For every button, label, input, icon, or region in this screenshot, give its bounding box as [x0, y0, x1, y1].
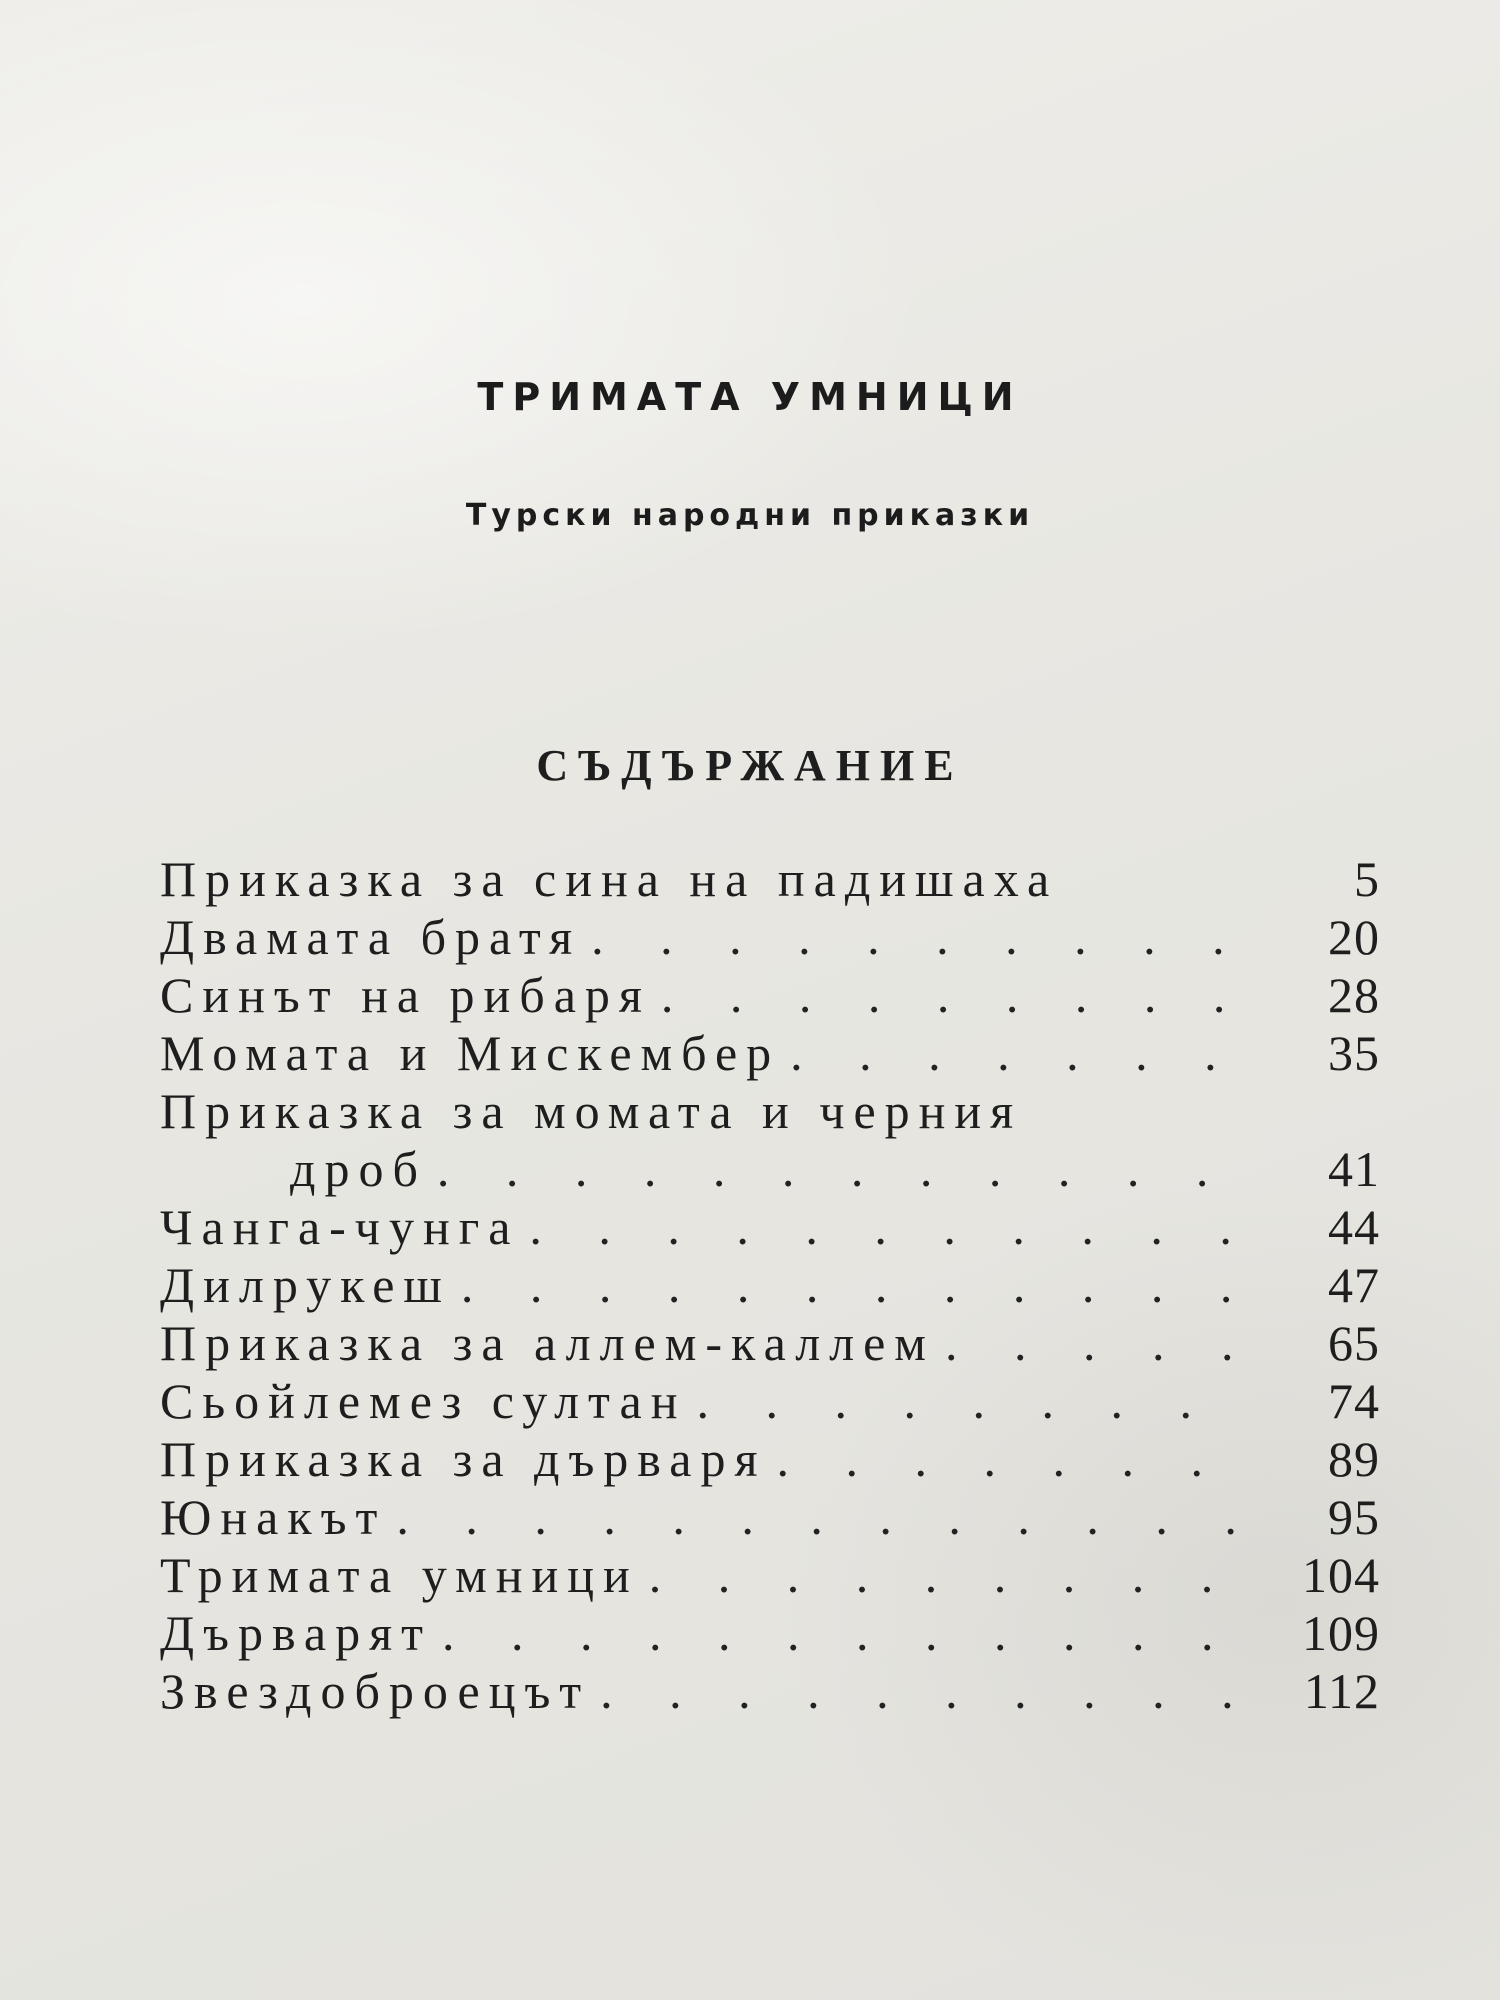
- toc-entry-title: Звездоброецът: [160, 1663, 591, 1719]
- toc-entry: [160, 1314, 1380, 1372]
- toc-entry-page: 20: [1328, 909, 1380, 965]
- toc-entry-leader: [661, 966, 1246, 1024]
- toc-entry: [160, 1430, 1380, 1488]
- toc-entry-page: 35: [1328, 1025, 1380, 1081]
- toc-entry: [160, 1488, 1380, 1546]
- toc-entry-leader: [600, 1662, 1246, 1720]
- toc-entry-title: Чанга-чунга: [160, 1199, 520, 1255]
- toc-entry-page: 47: [1328, 1257, 1380, 1313]
- toc-entry-leader: [649, 1546, 1246, 1604]
- toc-entry-title: Дилрукеш: [160, 1257, 451, 1313]
- toc-entry: [160, 1024, 1380, 1082]
- toc-entry-title: Дърварят: [160, 1605, 432, 1661]
- toc-entry: [160, 1256, 1380, 1314]
- toc-entry-leader: [696, 1372, 1246, 1430]
- toc-entry-leader: [591, 908, 1246, 966]
- toc-entry-title: Приказка за момата и черния: [160, 1083, 1023, 1139]
- toc-entry-title: Приказка за сина на падишаха: [160, 851, 1059, 907]
- toc-entry-page: 28: [1328, 967, 1380, 1023]
- toc-entry-page: 5: [1354, 851, 1380, 907]
- toc-entry-page: 104: [1302, 1547, 1380, 1603]
- toc-entry-title: Приказка за дърваря: [160, 1431, 767, 1487]
- toc-entry-title: Приказка за аллем-каллем: [160, 1315, 935, 1371]
- toc-entry-title: Двамата братя: [160, 909, 582, 965]
- toc-entry: [160, 1372, 1380, 1430]
- toc-entry-leader: [945, 1314, 1246, 1372]
- table-of-contents: [160, 850, 1380, 1720]
- toc-entry-leader: [776, 1430, 1246, 1488]
- toc-entry-title: Момата и Мискембер: [160, 1025, 781, 1081]
- book-title: ТРИМАТА УМНИЦИ: [477, 375, 1023, 419]
- toc-entry-title: Тримата умници: [160, 1547, 639, 1603]
- toc-entry-leader: [396, 1488, 1246, 1546]
- toc-entry-title: Юнакът: [160, 1489, 387, 1545]
- toc-entry: [160, 1546, 1380, 1604]
- toc-entry-leader: [529, 1198, 1246, 1256]
- toc-entry-page: 89: [1328, 1431, 1380, 1487]
- toc-entry: [160, 1198, 1380, 1256]
- toc-entry-title-continued: дроб: [290, 1141, 427, 1197]
- toc-entry-page: 112: [1303, 1663, 1380, 1719]
- toc-entry-page: 109: [1302, 1605, 1380, 1661]
- toc-entry-title: Сьойлемез султан: [160, 1373, 687, 1429]
- toc-entry-page: 74: [1328, 1373, 1380, 1429]
- toc-entry: [160, 850, 1380, 908]
- toc-entry-multiline-second: [160, 1140, 1380, 1198]
- toc-entry: [160, 1604, 1380, 1662]
- toc-entry-leader: [790, 1024, 1246, 1082]
- toc-heading: СЪДЪРЖАНИЕ: [536, 741, 964, 790]
- toc-entry: [160, 1662, 1380, 1720]
- toc-entry-page: 44: [1328, 1199, 1380, 1255]
- toc-entry-title: Синът на рибаря: [160, 967, 651, 1023]
- book-subtitle: Турски народни приказки: [465, 498, 1035, 533]
- toc-entry: [160, 908, 1380, 966]
- toc-entry-page: 41: [1328, 1141, 1380, 1197]
- toc-entry-page: 95: [1328, 1489, 1380, 1545]
- toc-entry-leader: [461, 1256, 1246, 1314]
- toc-entry-leader: [437, 1140, 1246, 1198]
- toc-entry-page: 65: [1328, 1315, 1380, 1371]
- toc-entry-multiline-first: [160, 1082, 1380, 1140]
- toc-entry: [160, 966, 1380, 1024]
- toc-entry-leader: [442, 1604, 1246, 1662]
